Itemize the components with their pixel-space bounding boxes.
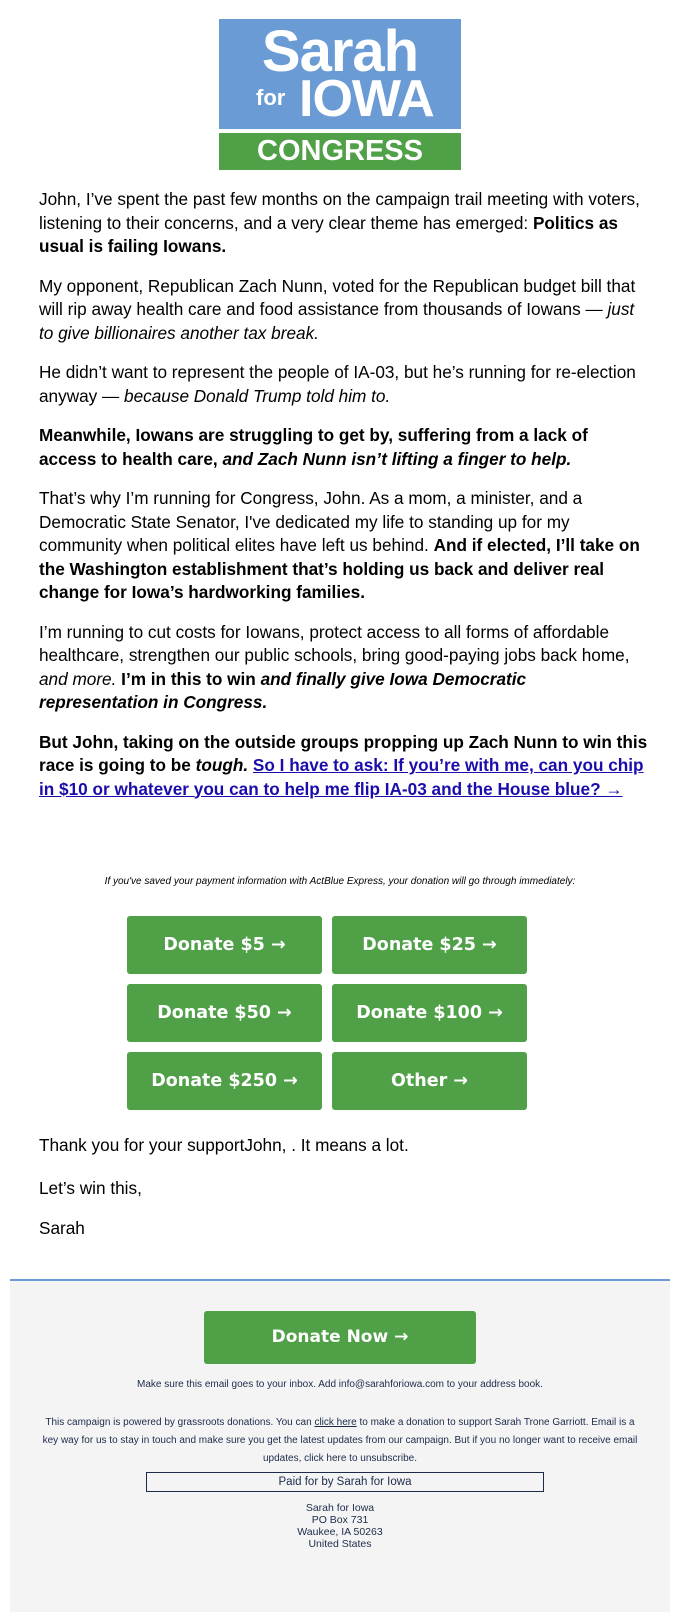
- inbox-note: Make sure this email goes to your inbox. Add info@sarahforiowa.com to your address book.: [137, 1379, 543, 1390]
- paragraph-text: He didn’t want to represent the people of IA-03, but he’s running for re-election anyway —: [39, 362, 636, 406]
- logo-for: for: [256, 85, 286, 110]
- address-line: PO Box 731: [311, 1514, 369, 1526]
- grassroots-text: This campaign is powered by grassroots donations. You can: [45, 1417, 315, 1428]
- paragraph-text: and Zach Nunn isn’t lifting a finger to help.: [222, 448, 572, 469]
- address-line: United States: [308, 1538, 372, 1550]
- signoff-text: Let’s win this,: [39, 1178, 142, 1198]
- donate-5-button[interactable]: Donate $5 →: [127, 916, 322, 974]
- body-paragraph: [39, 731, 649, 802]
- donate-other-button[interactable]: Other →: [332, 1052, 527, 1110]
- paragraph-text: and more.: [39, 668, 117, 689]
- donate-50-button[interactable]: Donate $50 →: [127, 984, 322, 1042]
- paragraph-text: And if elected, I’ll take on the Washington establishment that’s holding us back and deliver real change for Iowa’s hardworking families.: [39, 535, 640, 602]
- unsubscribe-link[interactable]: click here to unsubscribe.: [304, 1453, 417, 1464]
- footer: [10, 1279, 670, 1612]
- logo-iowa: IOWA: [299, 70, 434, 128]
- paid-for-box: Paid for by Sarah for Iowa: [146, 1472, 544, 1492]
- actblue-note: If you've saved your payment information with ActBlue Express, your donation will go through immediately:: [104, 876, 576, 887]
- donate-ask-link[interactable]: So I have to ask: If you’re with me, can you chip in $10 or whatever you can to help me flip IA-03 and the House blue? →: [39, 755, 644, 799]
- paragraph-text: because Donald Trump told him to.: [124, 385, 391, 406]
- campaign-logo: [219, 19, 461, 170]
- donate-100-button[interactable]: Donate $100 →: [332, 984, 527, 1042]
- paragraph-text: My opponent, Republican Zach Nunn, voted for the Republican budget bill that will rip away health care and food assistance from thousands of Iowans —: [39, 275, 636, 319]
- signature-name: Sarah: [39, 1218, 85, 1238]
- paragraph-text: But John, taking on the outside groups propping up Zach Nunn to win this race is going to be: [39, 731, 648, 775]
- click-here-link[interactable]: click here: [314, 1417, 357, 1428]
- paragraph-text: just to give billionaires another tax break.: [39, 299, 635, 343]
- email-body: [39, 188, 649, 817]
- grassroots-text-2: to make a donation to support Sarah Trone Garriott. Email is a key way for us to stay in touch and make sure you get the latest updates from our campaign. But if you no longer want to receive email updates,: [42, 1417, 638, 1464]
- paragraph-text: tough.: [195, 755, 249, 775]
- paragraph-text: That’s why I’m running for Congress, John. As a mom, a minister, and a Democratic State Senator, I've dedicated my life to standing up for my community when political elites have left us behind.: [39, 488, 583, 555]
- grassroots-note: [40, 1414, 640, 1468]
- mailing-address: [10, 1502, 670, 1550]
- body-paragraph: [39, 424, 649, 471]
- paragraph-text: I’m in this to win: [116, 668, 261, 689]
- body-paragraph: [39, 621, 649, 715]
- address-line: Waukee, IA 50263: [297, 1526, 383, 1538]
- logo-blue-block: [219, 19, 461, 129]
- thanks-text: Thank you for your supportJohn, . It means a lot.: [39, 1135, 409, 1155]
- paragraph-text: Meanwhile, Iowans are struggling to get by, suffering from a lack of access to health care,: [39, 425, 588, 469]
- donate-250-button[interactable]: Donate $250 →: [127, 1052, 322, 1110]
- body-paragraph: [39, 487, 649, 605]
- body-paragraph: [39, 361, 649, 408]
- donate-now-button[interactable]: Donate Now →: [204, 1311, 476, 1364]
- paragraph-text: John, I’ve spent the past few months on the campaign trail meeting with voters, listening to their concerns, and a very clear theme has emerged:: [39, 189, 640, 233]
- body-paragraph: [39, 275, 649, 346]
- donate-25-button[interactable]: Donate $25 →: [332, 916, 527, 974]
- paragraph-text: Politics as usual is failing Iowans.: [39, 212, 618, 256]
- logo-name: Sarah: [261, 19, 419, 84]
- logo-congress: CONGRESS: [219, 133, 461, 170]
- paragraph-text: I’m running to cut costs for Iowans, protect access to all forms of affordable healthcare, strengthen our public schools, bring good-paying jobs back home,: [39, 621, 630, 665]
- body-paragraph: [39, 188, 649, 259]
- paragraph-text: and finally give Iowa Democratic representation in Congress.: [39, 668, 527, 712]
- address-line: Sarah for Iowa: [305, 1502, 375, 1514]
